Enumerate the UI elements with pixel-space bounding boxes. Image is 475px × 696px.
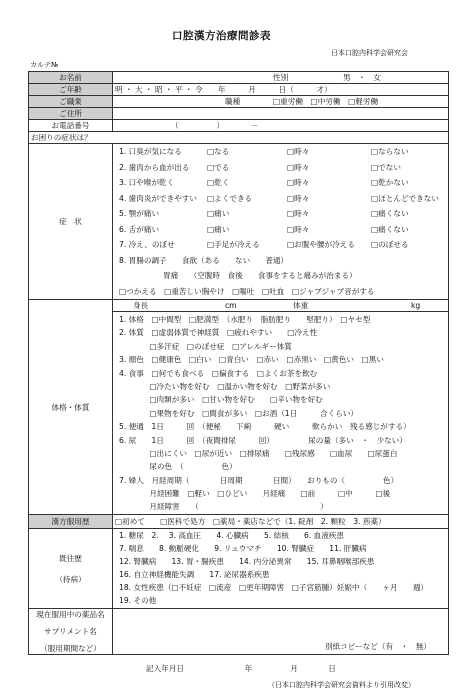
stomach-line: 8. 胃腸の調子 食欲（ある ない 普通） bbox=[119, 255, 289, 265]
citation: （日本口腔内科学会研究会資料より引用改変） bbox=[268, 681, 415, 689]
history-line[interactable]: 19. その他 bbox=[119, 596, 157, 605]
symptom-row bbox=[115, 222, 446, 238]
symptom-row bbox=[115, 175, 446, 191]
address-field[interactable] bbox=[113, 108, 449, 120]
symptom-option[interactable]: □時々 bbox=[287, 178, 310, 187]
medicine-label-cell bbox=[29, 609, 113, 655]
height-unit: cm bbox=[225, 301, 237, 310]
symptom-row bbox=[115, 206, 446, 222]
history-line[interactable]: 12. 腎臓病 13. 胃・腸疾患 14. 内分泌異常 15. 耳鼻咽喉部疾患 bbox=[119, 557, 375, 566]
job-type-options[interactable]: □重労働 □中労働 □軽労働 bbox=[273, 97, 379, 106]
symptom-row bbox=[115, 237, 446, 253]
height-label: 身長 bbox=[133, 301, 149, 310]
hunger-line: 胃痛 （空腹時 食後 食事をすると痛みが治まる） bbox=[163, 271, 357, 280]
phone-field[interactable] bbox=[113, 120, 449, 132]
constitution-line[interactable]: 月経障害 （ ） bbox=[119, 502, 328, 512]
symptom-option[interactable]: □痛い bbox=[207, 224, 230, 234]
entry-date: 記入年月日 年 月 日 bbox=[146, 664, 336, 673]
karte-number-label: カルテ№ bbox=[30, 61, 59, 69]
symptom-row bbox=[115, 191, 446, 207]
constitution-cell bbox=[113, 312, 449, 515]
symptom-option[interactable]: □でない bbox=[371, 162, 401, 172]
questionnaire-table bbox=[28, 71, 449, 655]
symptom-option[interactable]: □手足が冷える bbox=[207, 240, 260, 249]
constitution-line[interactable]: □出にくい □尿が近い □排尿痛 □残尿感 □血尿 □尿蛋白 bbox=[119, 448, 398, 458]
job-type-label: 職種 bbox=[225, 97, 241, 106]
symptom-row bbox=[115, 160, 446, 176]
society-name: 日本口腔内科学会研究会 bbox=[331, 49, 408, 57]
constitution-line[interactable]: □果物を好む □間食が多い □お酒（1日 合くらい） bbox=[119, 408, 358, 418]
symptom-option[interactable]: □時々 bbox=[287, 147, 310, 156]
history-label-sub: （持病） bbox=[55, 574, 86, 584]
weight-unit: kg bbox=[411, 301, 421, 310]
history-line[interactable]: 1. 糖尿 2. 3. 高血圧 4. 心臓病 5. 結核 6. 血液疾患 bbox=[119, 531, 345, 540]
address-label: ご住所 bbox=[29, 108, 113, 120]
history-label-cell bbox=[29, 529, 113, 609]
symptom-option[interactable]: □時々 bbox=[287, 224, 310, 234]
symptom-option[interactable]: □時々 bbox=[287, 209, 310, 218]
history-line[interactable]: 18. 女性疾患（□不妊症 □流産 □更年期障害 □子宮筋腫）妊娠中（ ヶ月 週） bbox=[119, 583, 428, 592]
symptom-option[interactable]: □乾かない bbox=[371, 178, 409, 187]
symptom-option[interactable]: □よくできる bbox=[207, 193, 253, 203]
constitution-line[interactable]: 尿の色 （ 色） bbox=[119, 462, 237, 472]
symptom-option[interactable]: □乾く bbox=[207, 178, 230, 187]
name-label: お名前 bbox=[29, 72, 113, 84]
symptom-option[interactable]: □でる bbox=[207, 162, 230, 172]
medicine-field[interactable] bbox=[113, 609, 449, 655]
symptom-option[interactable]: □時々 bbox=[287, 193, 310, 203]
symptom-question: 4. 歯肉炎ができやすい bbox=[119, 193, 198, 203]
symptom-option[interactable]: □痛い bbox=[207, 209, 230, 218]
job-field[interactable] bbox=[113, 96, 449, 108]
symptom-option[interactable]: □ほとんどできない bbox=[371, 193, 439, 203]
copy-option[interactable]: 別紙コピーなど（有 ・ 無） bbox=[325, 642, 432, 652]
symptom-question: 1. 口臭が気になる bbox=[119, 147, 182, 156]
constitution-label: 体格・体質 bbox=[29, 300, 113, 515]
constitution-line[interactable]: 月経困難 □軽い □ひどい 月経痛 □前 □中 □後 bbox=[119, 489, 391, 499]
name-field[interactable] bbox=[113, 72, 449, 84]
history-label: 既往歴 bbox=[59, 553, 82, 563]
constitution-line[interactable]: 6. 尿 1日 回 （夜間排尿 回） 尿の量（多い ・ 少ない） bbox=[119, 435, 407, 445]
symptom-question: 3. 口や喉が乾く bbox=[119, 178, 175, 187]
birth-field[interactable]: 明 ・ 大 ・ 昭 ・ 平 ・ 令 年 月 日（ 才） bbox=[113, 84, 449, 96]
history-line[interactable]: 7. 喘息 8. 動脈硬化 9. リュウマチ 10. 腎臓症 11. 肝臓病 bbox=[119, 544, 367, 553]
job-label: ご職業 bbox=[29, 96, 113, 108]
symptom-question: 7. 冷え、のぼせ bbox=[119, 240, 175, 249]
symptom-option[interactable]: □痛くない bbox=[371, 224, 409, 234]
kampo-field[interactable]: □初めて □医科で処方 □薬局・薬店などで（1. 錠剤 2. 顆粒 3. 煎薬） bbox=[113, 515, 449, 529]
history-lines bbox=[115, 529, 446, 607]
constitution-line[interactable]: 7. 婦人 月経周期（ 日周期 日間） おりもの（ 色） bbox=[119, 475, 399, 485]
symptom-row bbox=[115, 144, 446, 160]
constitution-lines bbox=[115, 313, 446, 514]
symptoms-cell bbox=[113, 144, 449, 300]
weight-label: 体重 bbox=[293, 301, 309, 310]
form-title: 口腔漢方治療問診表 bbox=[172, 30, 271, 42]
complaint-label: お困りの症状は？ bbox=[29, 132, 449, 144]
supplement-label: サプリメント名 bbox=[44, 627, 97, 636]
symptom-rows bbox=[115, 144, 446, 253]
birth-label: ご年齢 bbox=[29, 84, 113, 96]
symptom-option[interactable]: □痛くない bbox=[371, 209, 409, 218]
constitution-line[interactable]: □肉類が多い □甘い物を好む □辛い物を好む bbox=[119, 395, 323, 405]
history-cell bbox=[113, 529, 449, 609]
symptom-question: 5. 顎が痛い bbox=[119, 209, 160, 218]
sex-label: 性別 bbox=[273, 73, 289, 82]
constitution-line[interactable]: 2. 体質 □虚弱体質で神経質 □疲れやすい □冷え性 bbox=[119, 328, 318, 338]
phone-label: お電話番号 bbox=[29, 120, 113, 132]
symptom-option[interactable]: □ならない bbox=[371, 147, 409, 156]
symptom-question: 2. 歯肉から血が出る bbox=[119, 162, 190, 172]
symptom-option[interactable]: □お腹や腰が冷える bbox=[287, 240, 355, 249]
phone-value: （ ） － bbox=[171, 121, 259, 130]
height-weight-row[interactable] bbox=[113, 300, 449, 312]
period-label: （服用期間など） bbox=[40, 644, 101, 653]
stomach-options[interactable]: □つかえる □重苦しい胸やけ □嘔吐 □吐血 □ジャブジャブ音がする bbox=[119, 286, 375, 296]
constitution-line[interactable]: □多汗症 □のぼせ症 □アレルギー体質 bbox=[119, 341, 292, 351]
symptoms-label: 症 状 bbox=[29, 144, 113, 300]
constitution-line[interactable]: 5. 便通 1日 回 （便秘 下痢 硬い 軟らかい 残る感じがする） bbox=[119, 422, 411, 432]
constitution-line[interactable]: 1. 体格 □中間型 □肥満型 （水肥り 脂肪肥り 堅肥り） □ヤセ型 bbox=[119, 315, 371, 324]
medicine-label: 現在服用中の薬品名 bbox=[36, 610, 105, 619]
sex-options[interactable]: 男 ・ 女 bbox=[343, 73, 381, 82]
symptom-option[interactable]: □なる bbox=[207, 147, 230, 156]
kampo-label: 漢方服用歴 bbox=[29, 515, 113, 529]
constitution-line[interactable]: □冷たい物を好む □温かい物を好む □野菜が多い bbox=[119, 381, 331, 391]
constitution-line[interactable]: 4. 食事 □何でも食べる □偏食する □よくお茶を飲む bbox=[119, 368, 318, 378]
symptom-option[interactable]: □時々 bbox=[287, 162, 310, 172]
constitution-line[interactable]: 3. 顔色 □健康色 □白い □青白い □赤い □赤黒い □黄色い □黒い bbox=[119, 355, 384, 365]
history-line[interactable]: 16. 自立神経機能失調 17. 泌尿器系疾患 bbox=[119, 570, 270, 579]
symptom-question: 6. 舌が痛い bbox=[119, 224, 160, 234]
symptom-option[interactable]: □のぼせる bbox=[371, 240, 409, 249]
